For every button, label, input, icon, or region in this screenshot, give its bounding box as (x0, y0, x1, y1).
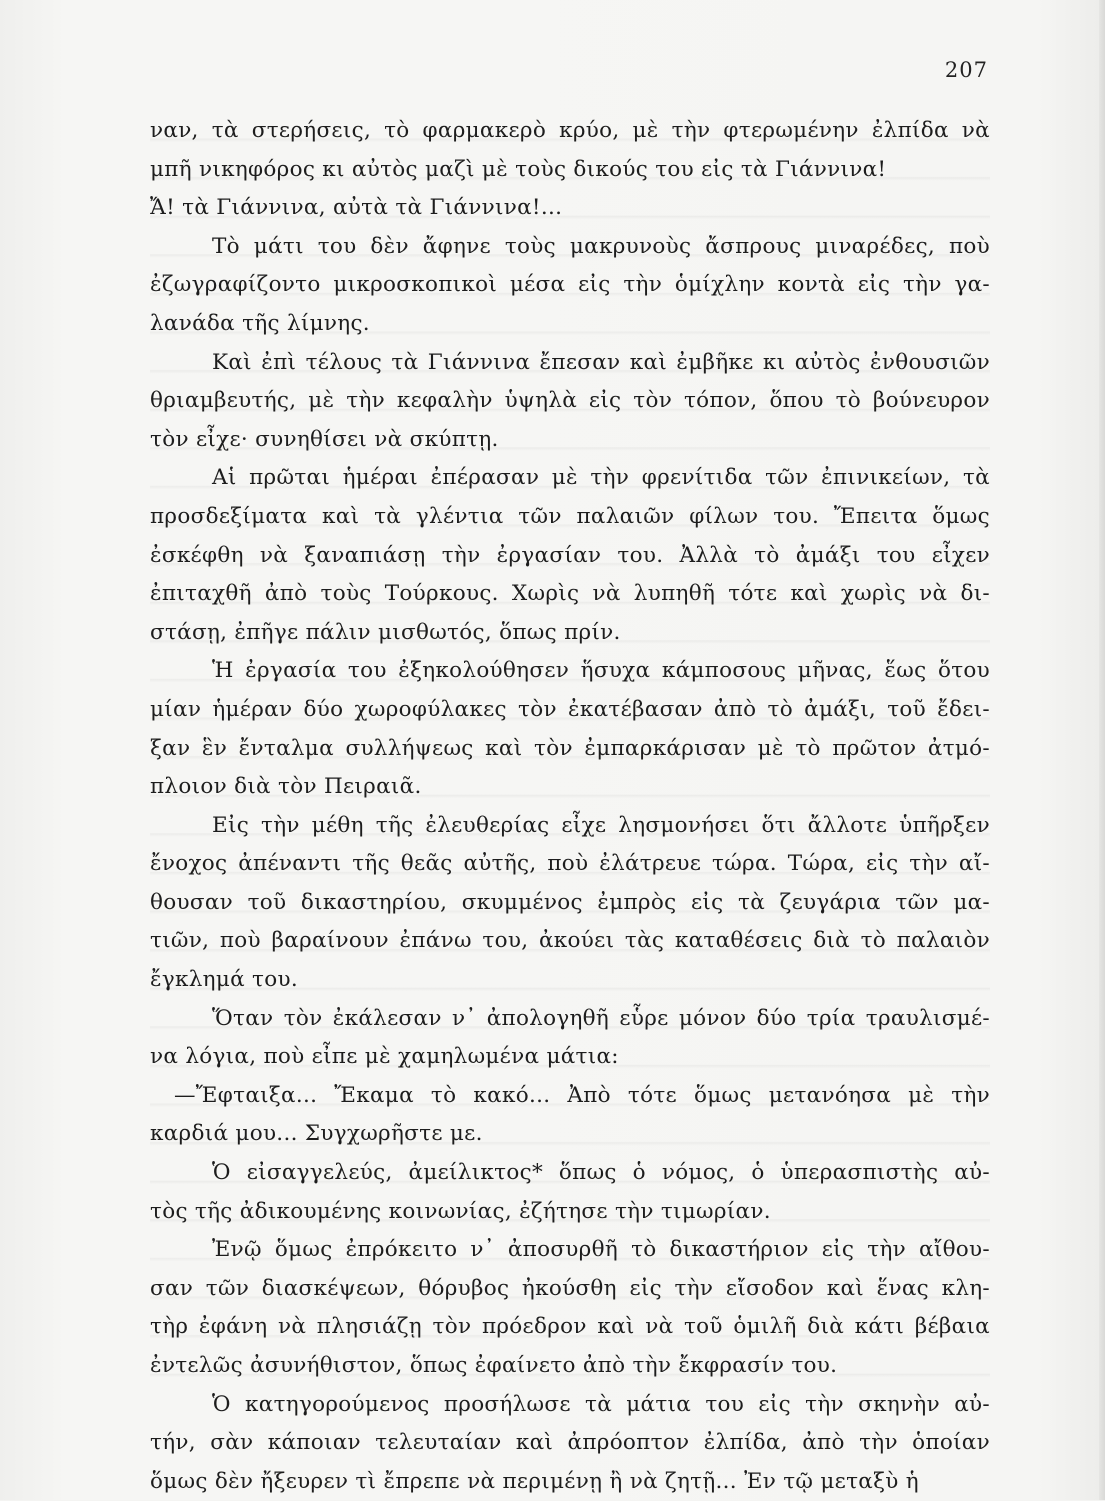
text-line: ἐσκέφθη νὰ ξαναπιάσῃ τὴν ἐργασίαν του. Ἀλλὰ τὸ ἀμάξι του εἶχεν (150, 542, 990, 568)
text-line: καρδιά μου... Συγχωρῆστε με. (150, 1121, 483, 1147)
text-line: στάσῃ, ἐπῆγε πάλιν μισθωτός, ὅπως πρίν. (150, 619, 621, 645)
text-line: τὸς τῆς ἀδικουμένης κοινωνίας, ἐζήτησε τὴν τιμωρίαν. (150, 1198, 771, 1224)
body-text (150, 112, 990, 1501)
text-line: Ἄ! τὰ Γιάννινα, αὐτὰ τὰ Γιάννινα!... (150, 195, 563, 221)
text-line: ἔνοχος ἀπέναντι τῆς θεᾶς αὐτῆς, ποὺ ἐλάτρευε τώρα. Τώρα, εἰς τὴν αἴ- (150, 851, 990, 877)
text-line: σαν τῶν διασκέψεων, θόρυβος ἠκούσθη εἰς τὴν εἴσοδον καὶ ἕνας κλη- (150, 1275, 990, 1301)
text-line: ἐντελῶς ἀσυνήθιστον, ὅπως ἐφαίνετο ἀπὸ τὴν ἔκφρασίν του. (150, 1353, 838, 1378)
text-line: Ὁ κατηγορούμενος προσήλωσε τὰ μάτια του εἰς τὴν σκηνὴν αὐ- (212, 1391, 990, 1417)
text-line: Τὸ μάτι του δὲν ἄφηνε τοὺς μακρυνοὺς ἄσπρους μιναρέδες, ποὺ (212, 233, 990, 259)
page-number: 207 (944, 58, 988, 82)
text-line: θουσαν τοῦ δικαστηρίου, σκυμμένος ἐμπρὸς εἰς τὰ ζευγάρια τῶν μα- (150, 889, 990, 915)
text-line: τήν, σὰν κάποιαν τελευταίαν καὶ ἀπρόοπτον ἐλπίδα, ἀπὸ τὴν ὁποίαν (150, 1430, 990, 1456)
text-line: προσδεξίματα καὶ τὰ γλέντια τῶν παλαιῶν φίλων του. Ἔπειτα ὅμως (150, 503, 990, 529)
text-line: Καὶ ἐπὶ τέλους τὰ Γιάννινα ἔπεσαν καὶ ἐμβῆκε κι αὐτὸς ἐνθουσιῶν (212, 349, 990, 375)
text-line: ἐζωγραφίζοντο μικροσκοπικοὶ μέσα εἰς τὴν ὁμίχλην κοντὰ εἰς τὴν γα- (150, 272, 990, 298)
text-line: Ἐνῷ ὅμως ἐπρόκειτο ν᾽ ἀποσυρθῆ τὸ δικαστήριον εἰς τὴν αἴθου- (212, 1237, 990, 1263)
text-line: ἔγκλημά του. (150, 967, 299, 993)
text-line: Ὅταν τὸν ἐκάλεσαν ν᾽ ἀπολογηθῆ εὗρε μόνον δύο τρία τραυλισμέ- (212, 1005, 990, 1031)
text-line: ξαν ἓν ἔνταλμα συλλήψεως καὶ τὸν ἐμπαρκάρισαν μὲ τὸ πρῶτον ἀτμό- (150, 735, 990, 761)
text-line: μίαν ἡμέραν δύο χωροφύλακες τὸν ἐκατέβασαν ἀπὸ τὸ ἀμάξι, τοῦ ἔδει- (150, 696, 990, 722)
text-line: πλοιον διὰ τὸν Πειραιᾶ. (150, 774, 422, 800)
text-line: τὴρ ἐφάνη νὰ πλησιάζῃ τὸν πρόεδρον καὶ νὰ τοῦ ὁμιλῆ διὰ κάτι βέβαια (150, 1314, 990, 1340)
text-line: θριαμβευτής, μὲ τὴν κεφαλὴν ὑψηλὰ εἰς τὸν τόπον, ὅπου τὸ βούνευρον (150, 388, 990, 414)
text-line: Ἡ ἐργασία του ἐξηκολούθησεν ἥσυχα κάμποσους μῆνας, ἕως ὅτου (212, 658, 990, 684)
text-line: ὅμως δὲν ἤξευρεν τὶ ἔπρεπε νὰ περιμένῃ ἢ νὰ ζητῇ... Ἐν τῷ μεταξὺ ἡ (150, 1468, 919, 1494)
text-line: μπῆ νικηφόρος κι αὐτὸς μαζὶ μὲ τοὺς δικούς του εἰς τὰ Γιάννινα! (150, 156, 887, 182)
text-line: τὸν εἶχε· συνηθίσει νὰ σκύπτῃ. (150, 426, 499, 452)
text-line: Εἰς τὴν μέθη τῆς ἐλευθερίας εἶχε λησμονήσει ὅτι ἄλλοτε ὑπῆρξεν (212, 812, 990, 838)
text-line: λανάδα τῆς λίμνης. (150, 310, 370, 336)
text-line: να λόγια, ποὺ εἶπε μὲ χαμηλωμένα μάτια: (150, 1044, 619, 1070)
text-line: ἐπιταχθῆ ἀπὸ τοὺς Τούρκους. Χωρὶς νὰ λυπηθῆ τότε καὶ χωρὶς νὰ δι- (150, 581, 990, 607)
text-line: Ὁ εἰσαγγελεύς, ἀμείλικτος* ὅπως ὁ νόμος, ὁ ὑπερασπιστὴς αὐ- (212, 1160, 990, 1186)
text-line: Αἱ πρῶται ἡμέραι ἐπέρασαν μὲ τὴν φρενίτιδα τῶν ἐπινικείων, τὰ (212, 465, 990, 491)
page-edge-shadow (1099, 0, 1105, 1500)
text-line: ναν, τὰ στερήσεις, τὸ φαρμακερὸ κρύο, μὲ τὴν φτερωμένην ἐλπίδα νὰ (150, 118, 990, 143)
text-line: —Ἔφταιξα... Ἔκαμα τὸ κακό... Ἀπὸ τότε ὅμως μετανόησα μὲ τὴν (174, 1082, 990, 1108)
text-line: τιῶν, ποὺ βαραίνουν ἐπάνω του, ἀκούει τὰς καταθέσεις διὰ τὸ παλαιὸν (150, 928, 990, 954)
